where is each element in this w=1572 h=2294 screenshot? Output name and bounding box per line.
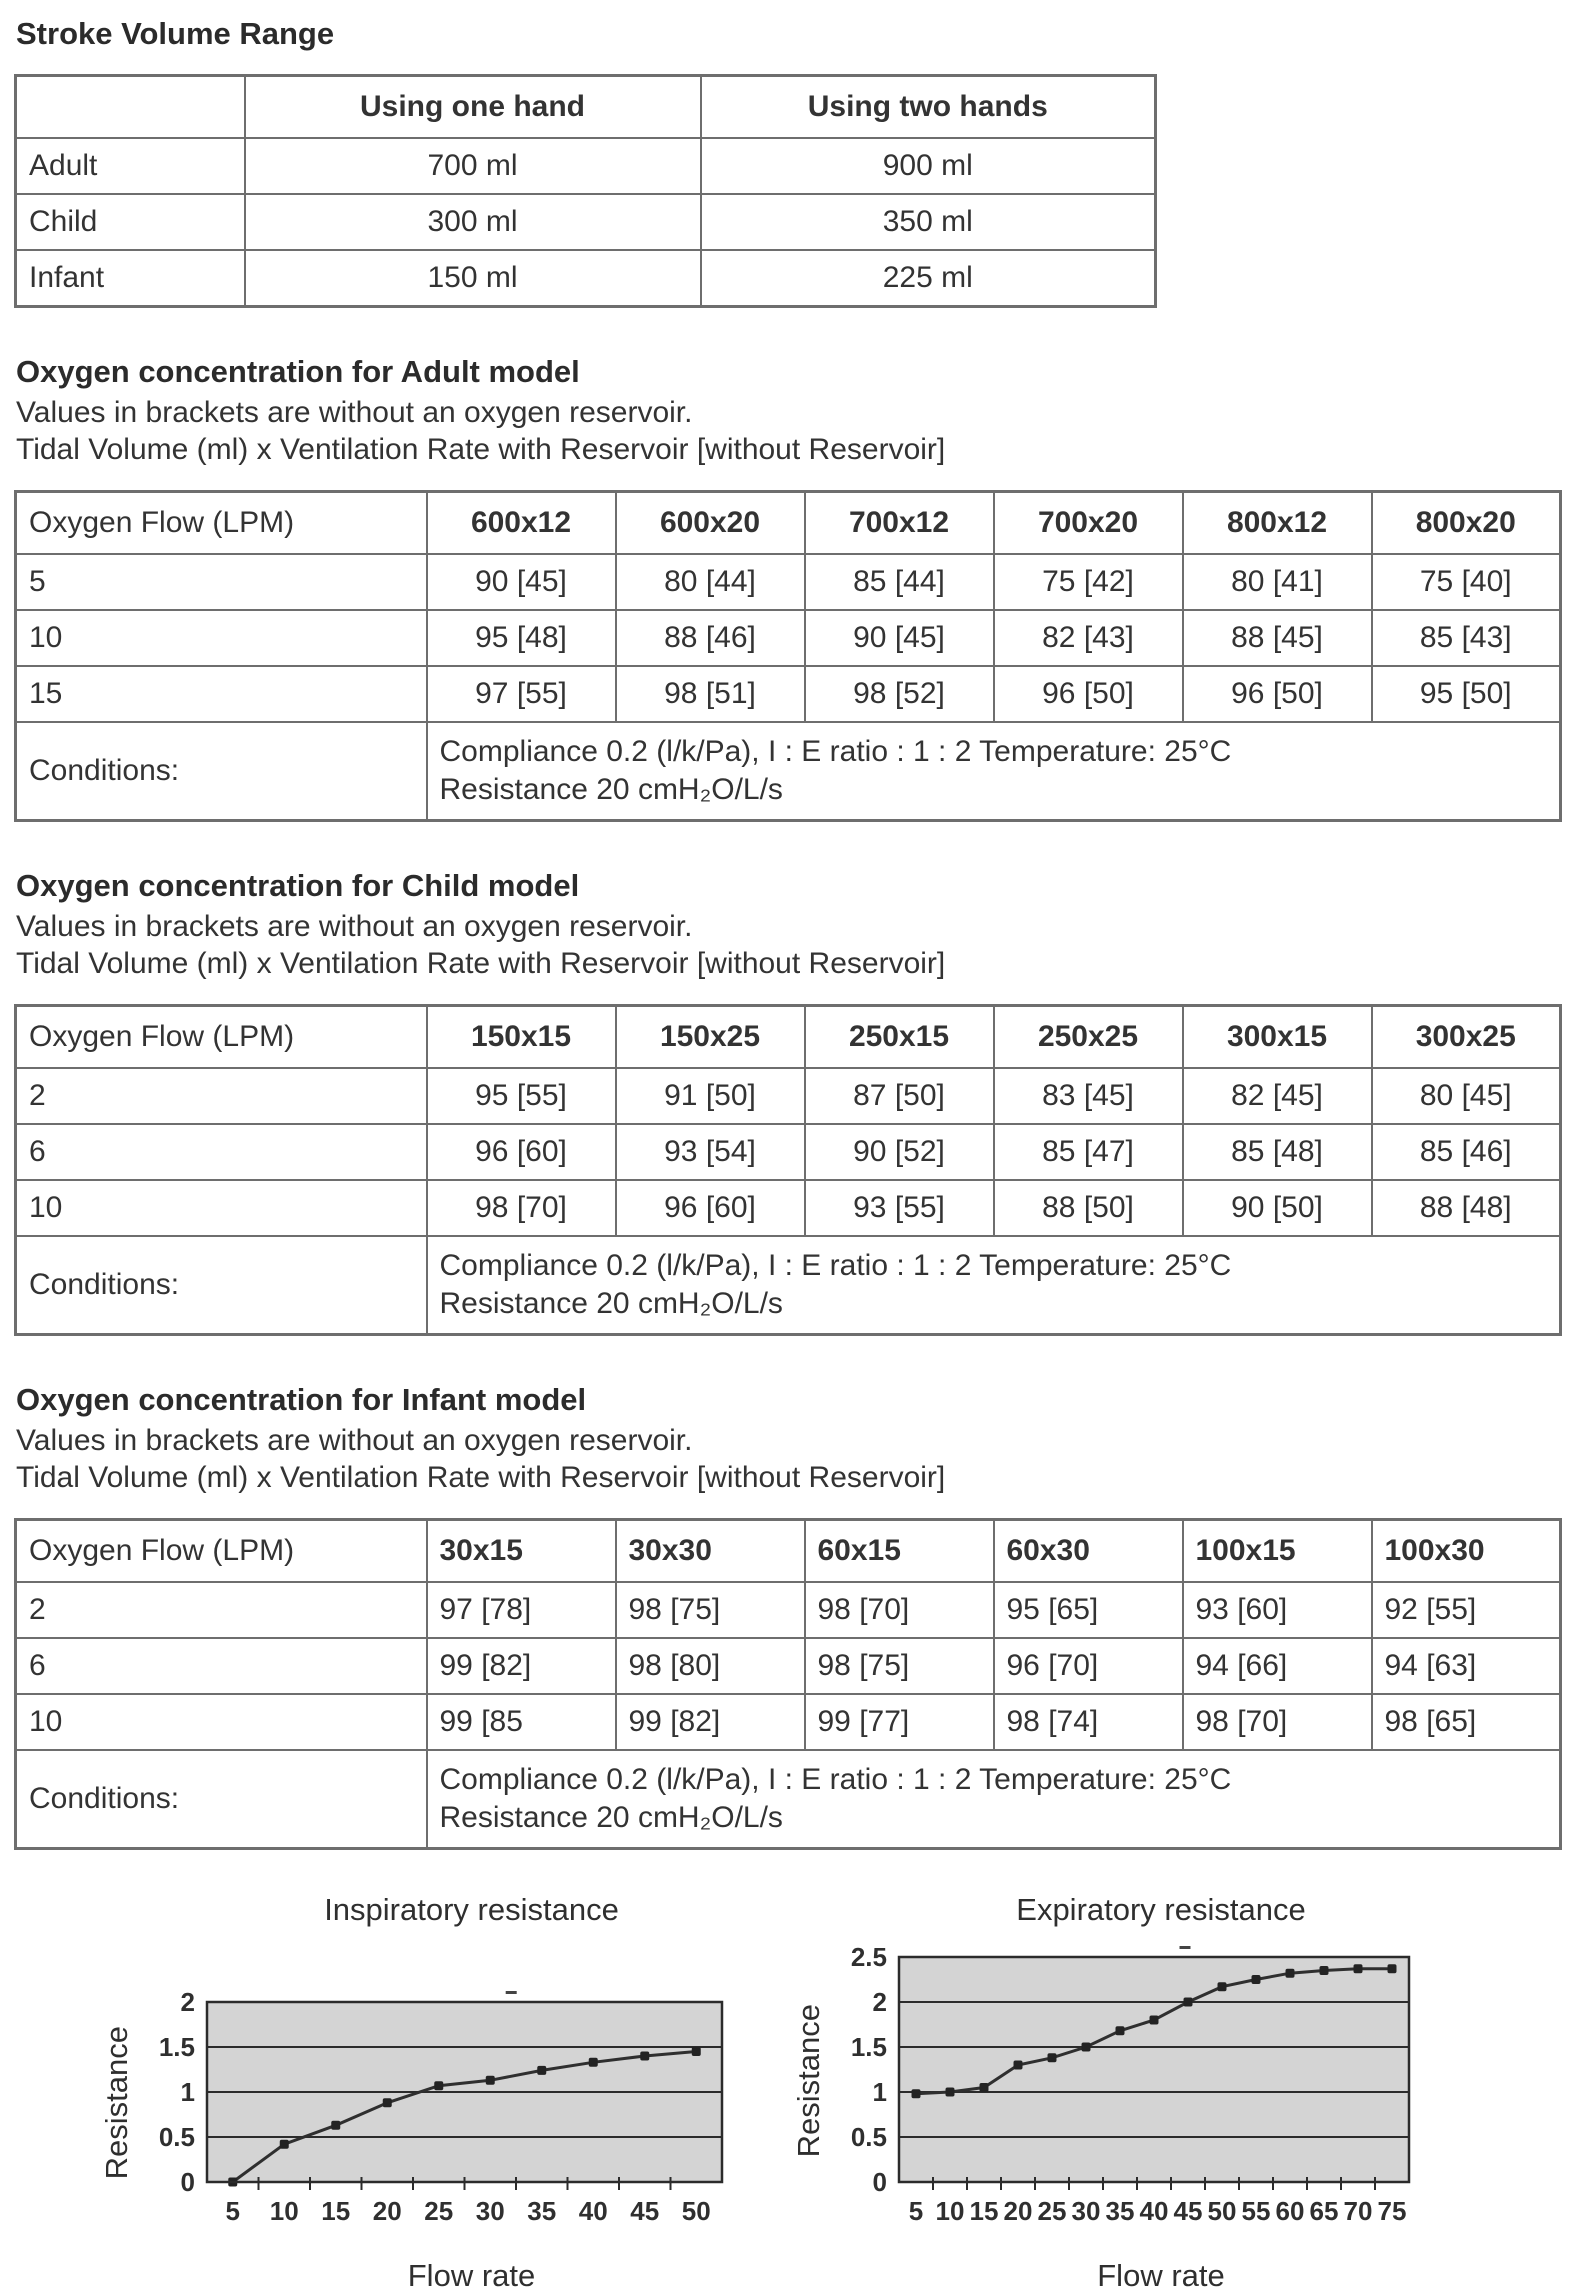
expiratory-resistance-chart (835, 1937, 1423, 2256)
data-cell: 350 ml (701, 194, 1156, 250)
section-formula: Tidal Volume (ml) x Ventilation Rate with Reservoir [without Reservoir] (16, 433, 946, 466)
section-note: Values in brackets are without an oxygen reservoir. (16, 910, 693, 943)
data-cell: 97 [55] (427, 666, 616, 722)
header-cell: Using one hand (245, 76, 701, 139)
page-title: Stroke Volume Range (16, 16, 335, 51)
data-cell: 300 ml (245, 194, 701, 250)
svg-text:2: 2 (180, 1987, 195, 2017)
header-cell: 150x25 (616, 1006, 805, 1069)
data-cell: 80 [44] (616, 554, 805, 610)
svg-text:55: 55 (1241, 2196, 1271, 2226)
svg-text:0.5: 0.5 (850, 2122, 887, 2152)
data-cell: 75 [42] (994, 554, 1183, 610)
table-row (16, 1582, 1561, 1638)
svg-text:45: 45 (1173, 2196, 1203, 2226)
svg-text:15: 15 (969, 2196, 999, 2226)
svg-text:1: 1 (872, 2077, 887, 2107)
data-cell: 98 [75] (805, 1638, 994, 1694)
data-cell: 98 [52] (805, 666, 994, 722)
data-cell: 96 [50] (1183, 666, 1372, 722)
data-cell: 900 ml (701, 138, 1156, 194)
data-cell: 98 [70] (427, 1180, 616, 1236)
row-label-cell: Adult (16, 138, 245, 194)
x-axis-label: Flow rate (1097, 2258, 1225, 2293)
header-cell: 150x15 (427, 1006, 616, 1069)
svg-text:5: 5 (225, 2196, 240, 2226)
conditions-cell (427, 1750, 1561, 1849)
inspiratory-resistance-chart (143, 1982, 736, 2256)
data-cell: 90 [50] (1183, 1180, 1372, 1236)
data-cell: 91 [50] (616, 1068, 805, 1124)
conditions-line: Resistance 20 cmH₂O/L/s (439, 1287, 783, 1320)
header-cell: 30x30 (616, 1520, 805, 1583)
data-cell: 80 [45] (1372, 1068, 1561, 1124)
svg-text:1.5: 1.5 (158, 2032, 195, 2062)
section-note: Values in brackets are without an oxygen reservoir. (16, 1424, 693, 1457)
svg-text:1.5: 1.5 (850, 2032, 887, 2062)
data-cell: 95 [48] (427, 610, 616, 666)
data-cell: 93 [55] (805, 1180, 994, 1236)
conditions-label: Conditions: (16, 1236, 427, 1335)
chart-title: Expiratory resistance (1016, 1892, 1306, 1927)
data-cell: 83 [45] (994, 1068, 1183, 1124)
child-oxygen-table (14, 1004, 1562, 1336)
data-cell: 95 [55] (427, 1068, 616, 1124)
conditions-cell (427, 722, 1561, 821)
data-cell: 98 [75] (616, 1582, 805, 1638)
data-cell: 99 [85 (427, 1694, 616, 1750)
data-cell: 90 [52] (805, 1124, 994, 1180)
svg-text:10: 10 (269, 2196, 299, 2226)
conditions-row (16, 722, 1561, 821)
conditions-line: Compliance 0.2 (l/k/Pa), I : E ratio : 1 : 2 Temperature: 25°C (439, 1763, 1232, 1796)
data-cell: 99 [77] (805, 1694, 994, 1750)
data-cell: 88 [46] (616, 610, 805, 666)
infant-oxygen-table (14, 1518, 1562, 1850)
data-cell: 99 [82] (616, 1694, 805, 1750)
adult-oxygen-section (14, 354, 1572, 822)
header-cell: 250x15 (805, 1006, 994, 1069)
data-cell: 85 [46] (1372, 1124, 1561, 1180)
row-label-cell: 2 (16, 1582, 427, 1638)
svg-text:25: 25 (1037, 2196, 1067, 2226)
data-cell: 96 [60] (616, 1180, 805, 1236)
svg-text:50: 50 (1207, 2196, 1237, 2226)
row-label-cell: 2 (16, 1068, 427, 1124)
data-cell: 85 [44] (805, 554, 994, 610)
svg-text:25: 25 (424, 2196, 454, 2226)
header-cell: 800x12 (1183, 492, 1372, 555)
svg-text:0: 0 (872, 2167, 887, 2197)
child-oxygen-section (14, 868, 1572, 1336)
svg-text:35: 35 (1105, 2196, 1135, 2226)
header-cell: 100x30 (1372, 1520, 1561, 1583)
data-cell: 99 [82] (427, 1638, 616, 1694)
conditions-line: Resistance 20 cmH₂O/L/s (439, 1801, 783, 1834)
data-cell: 85 [43] (1372, 610, 1561, 666)
data-cell: 93 [60] (1183, 1582, 1372, 1638)
data-cell: 98 [80] (616, 1638, 805, 1694)
svg-text:75: 75 (1377, 2196, 1407, 2226)
section-heading: Oxygen concentration for Adult model (16, 354, 580, 389)
row-label-cell: 5 (16, 554, 427, 610)
row-label-cell: Child (16, 194, 245, 250)
svg-text:35: 35 (527, 2196, 557, 2226)
data-cell: 82 [43] (994, 610, 1183, 666)
data-cell: 88 [50] (994, 1180, 1183, 1236)
svg-text:2.5: 2.5 (850, 1942, 887, 1972)
row-label-cell: 6 (16, 1124, 427, 1180)
data-cell: 700 ml (245, 138, 701, 194)
header-cell: 60x30 (994, 1520, 1183, 1583)
header-cell: 300x25 (1372, 1006, 1561, 1069)
header-cell: 600x12 (427, 492, 616, 555)
section-formula: Tidal Volume (ml) x Ventilation Rate with Reservoir [without Reservoir] (16, 1461, 946, 1494)
section-formula: Tidal Volume (ml) x Ventilation Rate with Reservoir [without Reservoir] (16, 947, 946, 980)
conditions-label: Conditions: (16, 722, 427, 821)
section-heading: Oxygen concentration for Infant model (16, 1382, 587, 1417)
table-header-row (16, 492, 1561, 555)
header-cell: 600x20 (616, 492, 805, 555)
table-row (16, 138, 1156, 194)
data-cell: 98 [51] (616, 666, 805, 722)
header-cell (16, 76, 245, 139)
table-header-row (16, 1006, 1561, 1069)
svg-text:60: 60 (1275, 2196, 1305, 2226)
svg-text:20: 20 (1003, 2196, 1033, 2226)
header-cell: 60x15 (805, 1520, 994, 1583)
data-cell: 225 ml (701, 250, 1156, 307)
header-cell: 700x20 (994, 492, 1183, 555)
data-cell: 98 [74] (994, 1694, 1183, 1750)
svg-text:5: 5 (908, 2196, 924, 2226)
conditions-row (16, 1236, 1561, 1335)
y-axis-label: Resistance (99, 2026, 134, 2180)
svg-text:2: 2 (872, 1987, 887, 2017)
data-cell: 82 [45] (1183, 1068, 1372, 1124)
data-cell: 95 [65] (994, 1582, 1183, 1638)
svg-text:70: 70 (1343, 2196, 1373, 2226)
conditions-label: Conditions: (16, 1750, 427, 1849)
x-axis-label: Flow rate (407, 2258, 536, 2293)
data-cell: 88 [45] (1183, 610, 1372, 666)
data-cell: 93 [54] (616, 1124, 805, 1180)
svg-text:20: 20 (372, 2196, 402, 2226)
chart-title: Inspiratory resistance (324, 1892, 619, 1927)
table-row (16, 554, 1561, 610)
table-header-row (16, 1520, 1561, 1583)
table-row (16, 610, 1561, 666)
charts-row (99, 1892, 1572, 2294)
table-row (16, 1180, 1561, 1236)
svg-text:30: 30 (475, 2196, 505, 2226)
conditions-row (16, 1750, 1561, 1849)
svg-text:40: 40 (578, 2196, 608, 2226)
conditions-cell (427, 1236, 1561, 1335)
header-cell: Using two hands (701, 76, 1156, 139)
svg-text:0.5: 0.5 (158, 2122, 195, 2152)
data-cell: 95 [50] (1372, 666, 1561, 722)
svg-text:50: 50 (681, 2196, 711, 2226)
conditions-line: Compliance 0.2 (l/k/Pa), I : E ratio : 1 : 2 Temperature: 25°C (439, 735, 1232, 768)
table-row (16, 1694, 1561, 1750)
svg-text:30: 30 (1071, 2196, 1101, 2226)
y-axis-label: Resistance (791, 2003, 826, 2158)
svg-text:1: 1 (180, 2077, 195, 2107)
svg-text:10: 10 (935, 2196, 965, 2226)
header-cell: 700x12 (805, 492, 994, 555)
svg-text:45: 45 (630, 2196, 660, 2226)
svg-text:40: 40 (1139, 2196, 1169, 2226)
inspiratory-chart-block (99, 1892, 736, 2294)
data-cell: 98 [70] (805, 1582, 994, 1638)
header-cell: 30x15 (427, 1520, 616, 1583)
table-row (16, 250, 1156, 307)
data-cell: 94 [66] (1183, 1638, 1372, 1694)
data-cell: 90 [45] (427, 554, 616, 610)
row-label-cell: Infant (16, 250, 245, 307)
table-row (16, 1068, 1561, 1124)
row-label-cell: 15 (16, 666, 427, 722)
data-cell: 150 ml (245, 250, 701, 307)
stroke-volume-table (14, 74, 1157, 308)
data-cell: 88 [48] (1372, 1180, 1561, 1236)
data-cell: 94 [63] (1372, 1638, 1561, 1694)
data-cell: 87 [50] (805, 1068, 994, 1124)
table-row (16, 666, 1561, 722)
data-cell: 80 [41] (1183, 554, 1372, 610)
infant-oxygen-section (14, 1382, 1572, 1850)
conditions-line: Resistance 20 cmH₂O/L/s (439, 773, 783, 806)
table-row (16, 1124, 1561, 1180)
data-cell: 75 [40] (1372, 554, 1561, 610)
data-cell: 90 [45] (805, 610, 994, 666)
data-cell: 96 [70] (994, 1638, 1183, 1694)
svg-text:0: 0 (180, 2167, 195, 2197)
header-cell: 100x15 (1183, 1520, 1372, 1583)
row-label-cell: 10 (16, 1694, 427, 1750)
row-label-cell: 10 (16, 610, 427, 666)
data-cell: 96 [60] (427, 1124, 616, 1180)
table-row (16, 194, 1156, 250)
data-cell: 98 [65] (1372, 1694, 1561, 1750)
header-cell: 800x20 (1372, 492, 1561, 555)
header-cell: Oxygen Flow (LPM) (16, 1006, 427, 1069)
table-header-row (16, 76, 1156, 139)
data-cell: 98 [70] (1183, 1694, 1372, 1750)
row-label-cell: 10 (16, 1180, 427, 1236)
conditions-line: Compliance 0.2 (l/k/Pa), I : E ratio : 1 : 2 Temperature: 25°C (439, 1249, 1232, 1282)
section-note: Values in brackets are without an oxygen reservoir. (16, 396, 693, 429)
expiratory-chart-block (791, 1892, 1423, 2294)
table-row (16, 1638, 1561, 1694)
svg-text:15: 15 (321, 2196, 351, 2226)
svg-text:65: 65 (1309, 2196, 1339, 2226)
row-label-cell: 6 (16, 1638, 427, 1694)
data-cell: 97 [78] (427, 1582, 616, 1638)
adult-oxygen-table (14, 490, 1562, 822)
header-cell: Oxygen Flow (LPM) (16, 492, 427, 555)
header-cell: 250x25 (994, 1006, 1183, 1069)
data-cell: 85 [47] (994, 1124, 1183, 1180)
data-cell: 85 [48] (1183, 1124, 1372, 1180)
header-cell: Oxygen Flow (LPM) (16, 1520, 427, 1583)
section-heading: Oxygen concentration for Child model (16, 868, 580, 903)
data-cell: 96 [50] (994, 666, 1183, 722)
data-cell: 92 [55] (1372, 1582, 1561, 1638)
header-cell: 300x15 (1183, 1006, 1372, 1069)
